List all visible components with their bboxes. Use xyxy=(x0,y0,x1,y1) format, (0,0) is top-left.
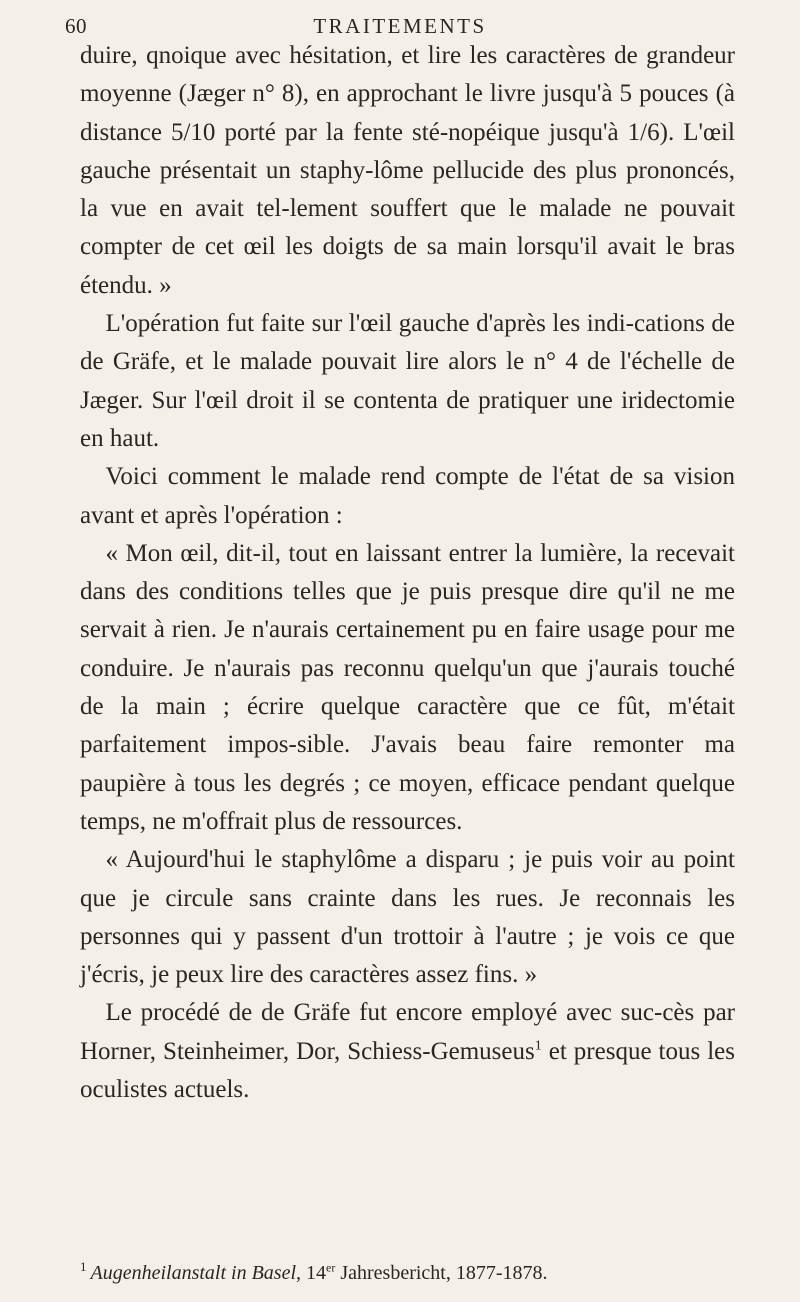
paragraph-conclusion xyxy=(80,994,735,1109)
paragraph-operation: L'opération fut faite sur l'œil gauche d'après les indi-cations de de Gräfe, et le malade pouvait lire alors le n° 4 de l'échelle de Jæger. Sur l'œil droit il se contenta de pratiquer une iridectomie en haut. xyxy=(80,310,735,452)
conclusion-text-end: et presque tous les oculistes actuels. xyxy=(80,1037,735,1104)
running-head xyxy=(0,10,800,40)
page-number: 60 xyxy=(65,14,87,38)
body-text xyxy=(80,37,735,1109)
footnote xyxy=(80,1260,780,1286)
conclusion-text: Le procédé de de Gräfe fut encore employé avec suc-cès par Horner, Steinheimer, Dor, Schiess-Gemuseus xyxy=(80,999,735,1065)
paragraph-quote-before: « Mon œil, dit-il, tout en laissant entrer la lumière, la recevait dans des conditions telles que je puis presque dire qu'il ne me servait à rien. Je n'aurais certainement pu en faire usage pour me conduire. Je n'aurais pas reconnu quelqu'un que j'aurais touché de la main ; écrire quelque caractère que ce fût, m'était parfaitement impos-sible. J'avais beau faire remonter ma paupière à tous les degrés ; ce moyen, efficace pendant quelque temps, ne m'offrait plus de ressources. xyxy=(80,539,735,835)
footnote-rest: Jahresbericht, 1877-1878. xyxy=(335,1262,548,1284)
footnote-mark: 1 xyxy=(80,1259,87,1275)
footnote-number: 14 xyxy=(301,1262,327,1284)
footnote-reference: 1 xyxy=(534,1038,542,1054)
paragraph-continued: duire, qnoique avec hésitation, et lire les caractères de grandeur moyenne (Jæger n° 8), en approchant le livre jusqu'à 5 pouces (à distance 5/10 porté par la fente sté-nopéique jusqu'à 1/6). L'œil gauche présentait un staphy-lôme pellucide des plus prononcés, la vue en avait tel-lement souffert que le malade ne pouvait compter de cet œil les doigts de sa main lorsqu'il avait le bras étendu. » xyxy=(80,42,735,299)
paragraph-intro-quote: Voici comment le malade rend compte de l'état de sa vision avant et après l'opération : xyxy=(80,463,735,529)
paragraph-quote-after: « Aujourd'hui le staphylôme a disparu ; je puis voir au point que je circule sans crainte dans les rues. Je reconnais les personnes qui y passent d'un trottoir à l'autre ; je vois ce que j'écris, je peux lire des caractères assez fins. » xyxy=(80,846,735,989)
footnote-number-suffix: er xyxy=(326,1260,336,1275)
footnote-title: Augenheilanstalt in Basel, xyxy=(90,1262,302,1284)
running-title: TRAITEMENTS xyxy=(313,14,487,38)
